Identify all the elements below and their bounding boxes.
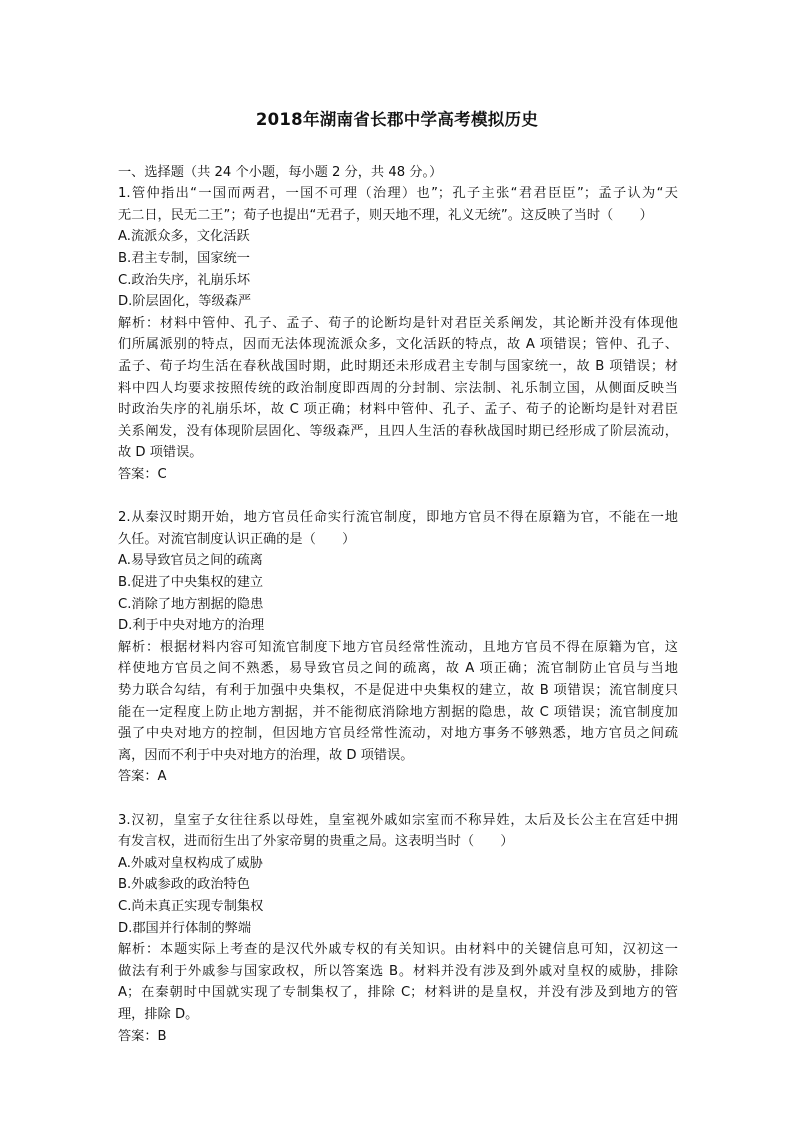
question-3-stem-line-2: 有发言权，进而衍生出了外家帝舅的贵重之局。这表明当时（ ）	[118, 834, 514, 849]
question-2-analysis-line-3: 势力联合勾结，有利于加强中央集权，不是促进中央集权的建立，故 B 项错误；流官制度只	[118, 683, 678, 698]
question-3-analysis-line-3: A；在秦朝时中国就实现了专制集权了，排除 C；材料讲的是皇权，并没有涉及到地方的管	[118, 985, 678, 1000]
question-1-stem-line-2: 无二日，民无二王”；荀子也提出“无君子，则天地不理，礼义无统”。这反映了当时（ ）	[118, 208, 653, 223]
question-1-option-c: C.政治失序，礼崩乐坏	[118, 273, 251, 288]
question-2-option-c: C.消除了地方割据的隐患	[118, 597, 264, 612]
question-3-option-d: D.郡国并行体制的弊端	[118, 921, 252, 936]
question-1-option-b: B.君主专制，国家统一	[118, 251, 250, 266]
page-title: 2018年湖南省长郡中学高考模拟历史	[255, 110, 539, 129]
question-1-stem-line-1: 1.管仲指出“一国而两君，一国不可理（治理）也”；孔子主张“君君臣臣”；孟子认为“天	[118, 186, 678, 201]
question-1-analysis-line-6: 关系阐发，没有体现阶层固化、等级森严，且四人生活的春秋战国时期已经形成了阶层流动，	[118, 424, 678, 439]
question-1-analysis-line-3: 孟子、荀子均生活在春秋战国时期，此时期还未形成君主专制与国家统一，故 B 项错误；材	[118, 359, 678, 374]
question-2-stem-line-1: 2.从秦汉时期开始，地方官员任命实行流官制度，即地方官员不得在原籍为官，不能在一地	[118, 510, 678, 525]
question-3-option-a: A.外戚对皇权构成了威胁	[118, 856, 263, 871]
question-3-option-c: C.尚未真正实现专制集权	[118, 899, 264, 914]
section-heading: 一、选择题（共 24 个小题，每小题 2 分，共 48 分。）	[118, 165, 443, 180]
question-3-option-b: B.外戚参政的政治特色	[118, 877, 250, 892]
question-2-stem-line-2: 久任。对流官制度认识正确的是（ ）	[118, 532, 356, 547]
question-2-answer: 答案：A	[118, 769, 167, 784]
question-1-analysis-line-2: 们所属派别的特点，因而无法体现流派众多，文化活跃的特点，故 A 项错误；管仲、孔子、	[118, 337, 678, 352]
question-1-option-d: D.阶层固化，等级森严	[118, 294, 252, 309]
question-3-stem-line-1: 3.汉初，皇室子女往往系以母姓，皇室视外戚如宗室而不称异姓，太后及长公主在宫廷中拥	[118, 813, 678, 828]
question-2-analysis-line-6: 离，因而不利于中央对地方的治理，故 D 项错误。	[118, 748, 414, 763]
question-2-analysis-line-2: 样使地方官员之间不熟悉，易导致官员之间的疏离，故 A 项正确；流官制防止官员与当地	[118, 661, 678, 676]
question-3-answer: 答案：B	[118, 1029, 167, 1044]
question-2-option-d: D.利于中央对地方的治理	[118, 618, 265, 633]
question-1-analysis-line-7: 故 D 项错误。	[118, 445, 203, 460]
question-2-option-a: A.易导致官员之间的疏离	[118, 553, 263, 568]
question-1-option-a: A.流派众多，文化活跃	[118, 229, 250, 244]
question-1-analysis-line-4: 料中四人均要求按照传统的政治制度即西周的分封制、宗法制、礼乐制立国，从侧面反映当	[118, 381, 678, 396]
question-3-analysis-line-1: 解析：本题实际上考查的是汉代外戚专权的有关知识。由材料中的关键信息可知，汉初这一	[118, 942, 678, 957]
question-1-answer: 答案：C	[118, 467, 167, 482]
question-3-analysis-line-4: 理，排除 D。	[118, 1007, 199, 1022]
question-2-analysis-line-4: 能在一定程度上防止地方割据，并不能彻底消除地方割据的隐患，故 C 项错误；流官制度加	[118, 705, 678, 720]
question-2-analysis-line-1: 解析：根据材料内容可知流官制度下地方官员经常性流动，且地方官员不得在原籍为官，这	[118, 640, 678, 655]
question-1-analysis-line-5: 时政治失序的礼崩乐坏，故 C 项正确；材料中管仲、孔子、孟子、荀子的论断均是针对君臣	[118, 402, 678, 417]
question-1-analysis-line-1: 解析：材料中管仲、孔子、孟子、荀子的论断均是针对君臣关系阐发，其论断并没有体现他	[118, 316, 678, 331]
question-3-analysis-line-2: 做法有利于外戚参与国家政权，所以答案选 B。材料并没有涉及到外戚对皇权的威胁，排除	[118, 964, 678, 979]
question-2-analysis-line-5: 强了中央对地方的控制，但因地方官员经常性流动，对地方事务不够熟悉，地方官员之间疏	[118, 726, 678, 741]
question-2-option-b: B.促进了中央集权的建立	[118, 575, 264, 590]
